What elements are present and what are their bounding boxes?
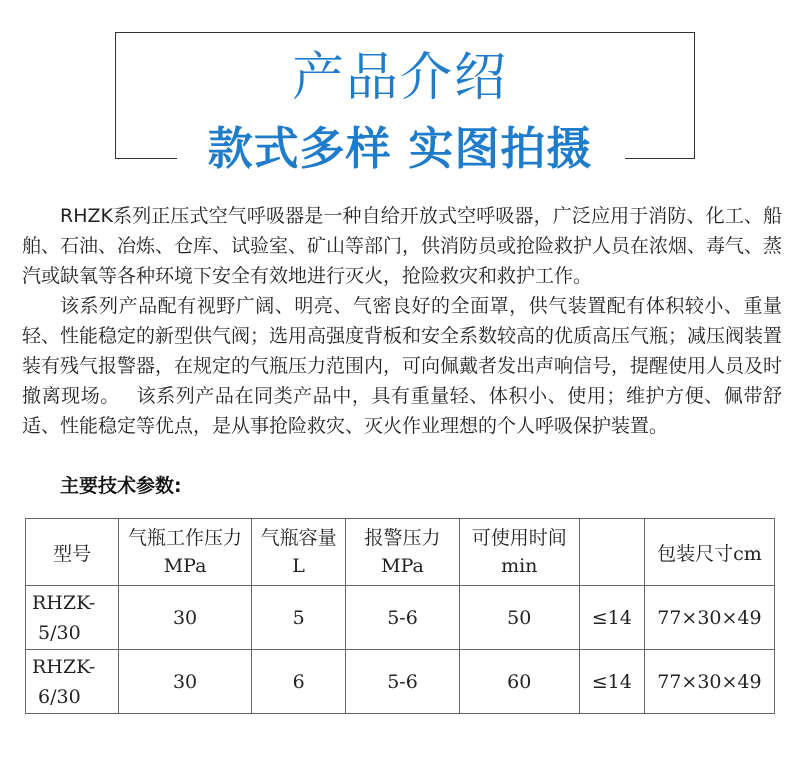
header-cyl-volume (251, 519, 345, 586)
header-alarm-pressure (346, 519, 459, 586)
header-cyl-volume-label: 气瓶容量 (260, 527, 337, 549)
header-cyl-volume-unit: L (292, 555, 305, 577)
model-line-2: 6/30 (38, 685, 81, 708)
model-line-2: 5/30 (38, 621, 81, 644)
cell-cyl-pressure: 30 (119, 586, 252, 650)
model-line-1: RHZK- (32, 655, 96, 678)
header-model-label: 型号 (53, 542, 92, 565)
product-description (22, 201, 782, 441)
description-paragraph-1: RHZK系列正压式空气呼吸器是一种自给开放式空呼吸器，广泛应用于消防、化工、船舶、石油、冶炼、仓库、试验室、矿山等部门，供消防员或抢险救护人员在浓烟、毒气、蒸汽或缺氧等各种环境下安全有效地进行灭火，抢险救灾和救护工作。 (22, 205, 783, 287)
cell-cyl-volume: 5 (251, 586, 345, 650)
header-blank (579, 519, 644, 586)
header-cyl-pressure-unit: MPa (163, 555, 207, 577)
cell-extra: ≤14 (579, 650, 644, 714)
spec-table (25, 518, 775, 714)
header-cyl-pressure (119, 519, 252, 586)
header-duration-unit: min (501, 555, 538, 577)
header-duration (459, 519, 579, 586)
header-duration-label: 可使用时间 (471, 527, 567, 549)
cell-model (26, 650, 119, 714)
header-model (26, 519, 119, 586)
cell-alarm-pressure: 5-6 (346, 586, 459, 650)
table-row (26, 650, 775, 714)
header-cyl-pressure-label: 气瓶工作压力 (128, 527, 243, 549)
cell-alarm-pressure: 5-6 (346, 650, 459, 714)
cell-extra: ≤14 (579, 586, 644, 650)
page-subtitle: 款式多样 实图拍摄 (207, 122, 593, 175)
model-line-1: RHZK- (32, 591, 96, 614)
cell-package-size: 77×30×49 (644, 586, 774, 650)
cell-duration: 60 (459, 650, 579, 714)
frame-top-line (115, 32, 695, 33)
header-package-size (644, 519, 774, 586)
header-alarm-pressure-unit: MPa (381, 555, 424, 577)
header-alarm-pressure-label: 报警压力 (364, 527, 441, 549)
header-package-size-unit: cm (733, 542, 762, 565)
table-row (26, 586, 775, 650)
header-package-size-label: 包装尺寸 (657, 542, 734, 565)
cell-duration: 50 (459, 586, 579, 650)
page-title: 产品介绍 (291, 48, 508, 108)
cell-package-size: 77×30×49 (644, 650, 774, 714)
cell-model (26, 586, 119, 650)
cell-cyl-pressure: 30 (119, 650, 252, 714)
cell-cyl-volume: 6 (251, 650, 345, 714)
description-paragraph-2: 该系列产品配有视野广阔、明亮、气密良好的全面罩，供气装置配有体积较小、重量轻、性能稳定的新型供气阀；选用高强度背板和安全系数较高的优质高压气瓶；减压阀装置装有残气报警器，在规定的气瓶压力范围内，可向佩戴者发出声响信号，提醒使用人员及时撤离现场。 该系列产品在同类产品中，具有重量轻、体积小、使用；维护方便、佩带舒适、性能稳定等优点，是从事抢险救灾、灭火作业理想的个人呼吸保护装置。 (22, 295, 783, 437)
table-header-row (26, 519, 775, 586)
specs-heading: 主要技术参数: (60, 475, 182, 497)
